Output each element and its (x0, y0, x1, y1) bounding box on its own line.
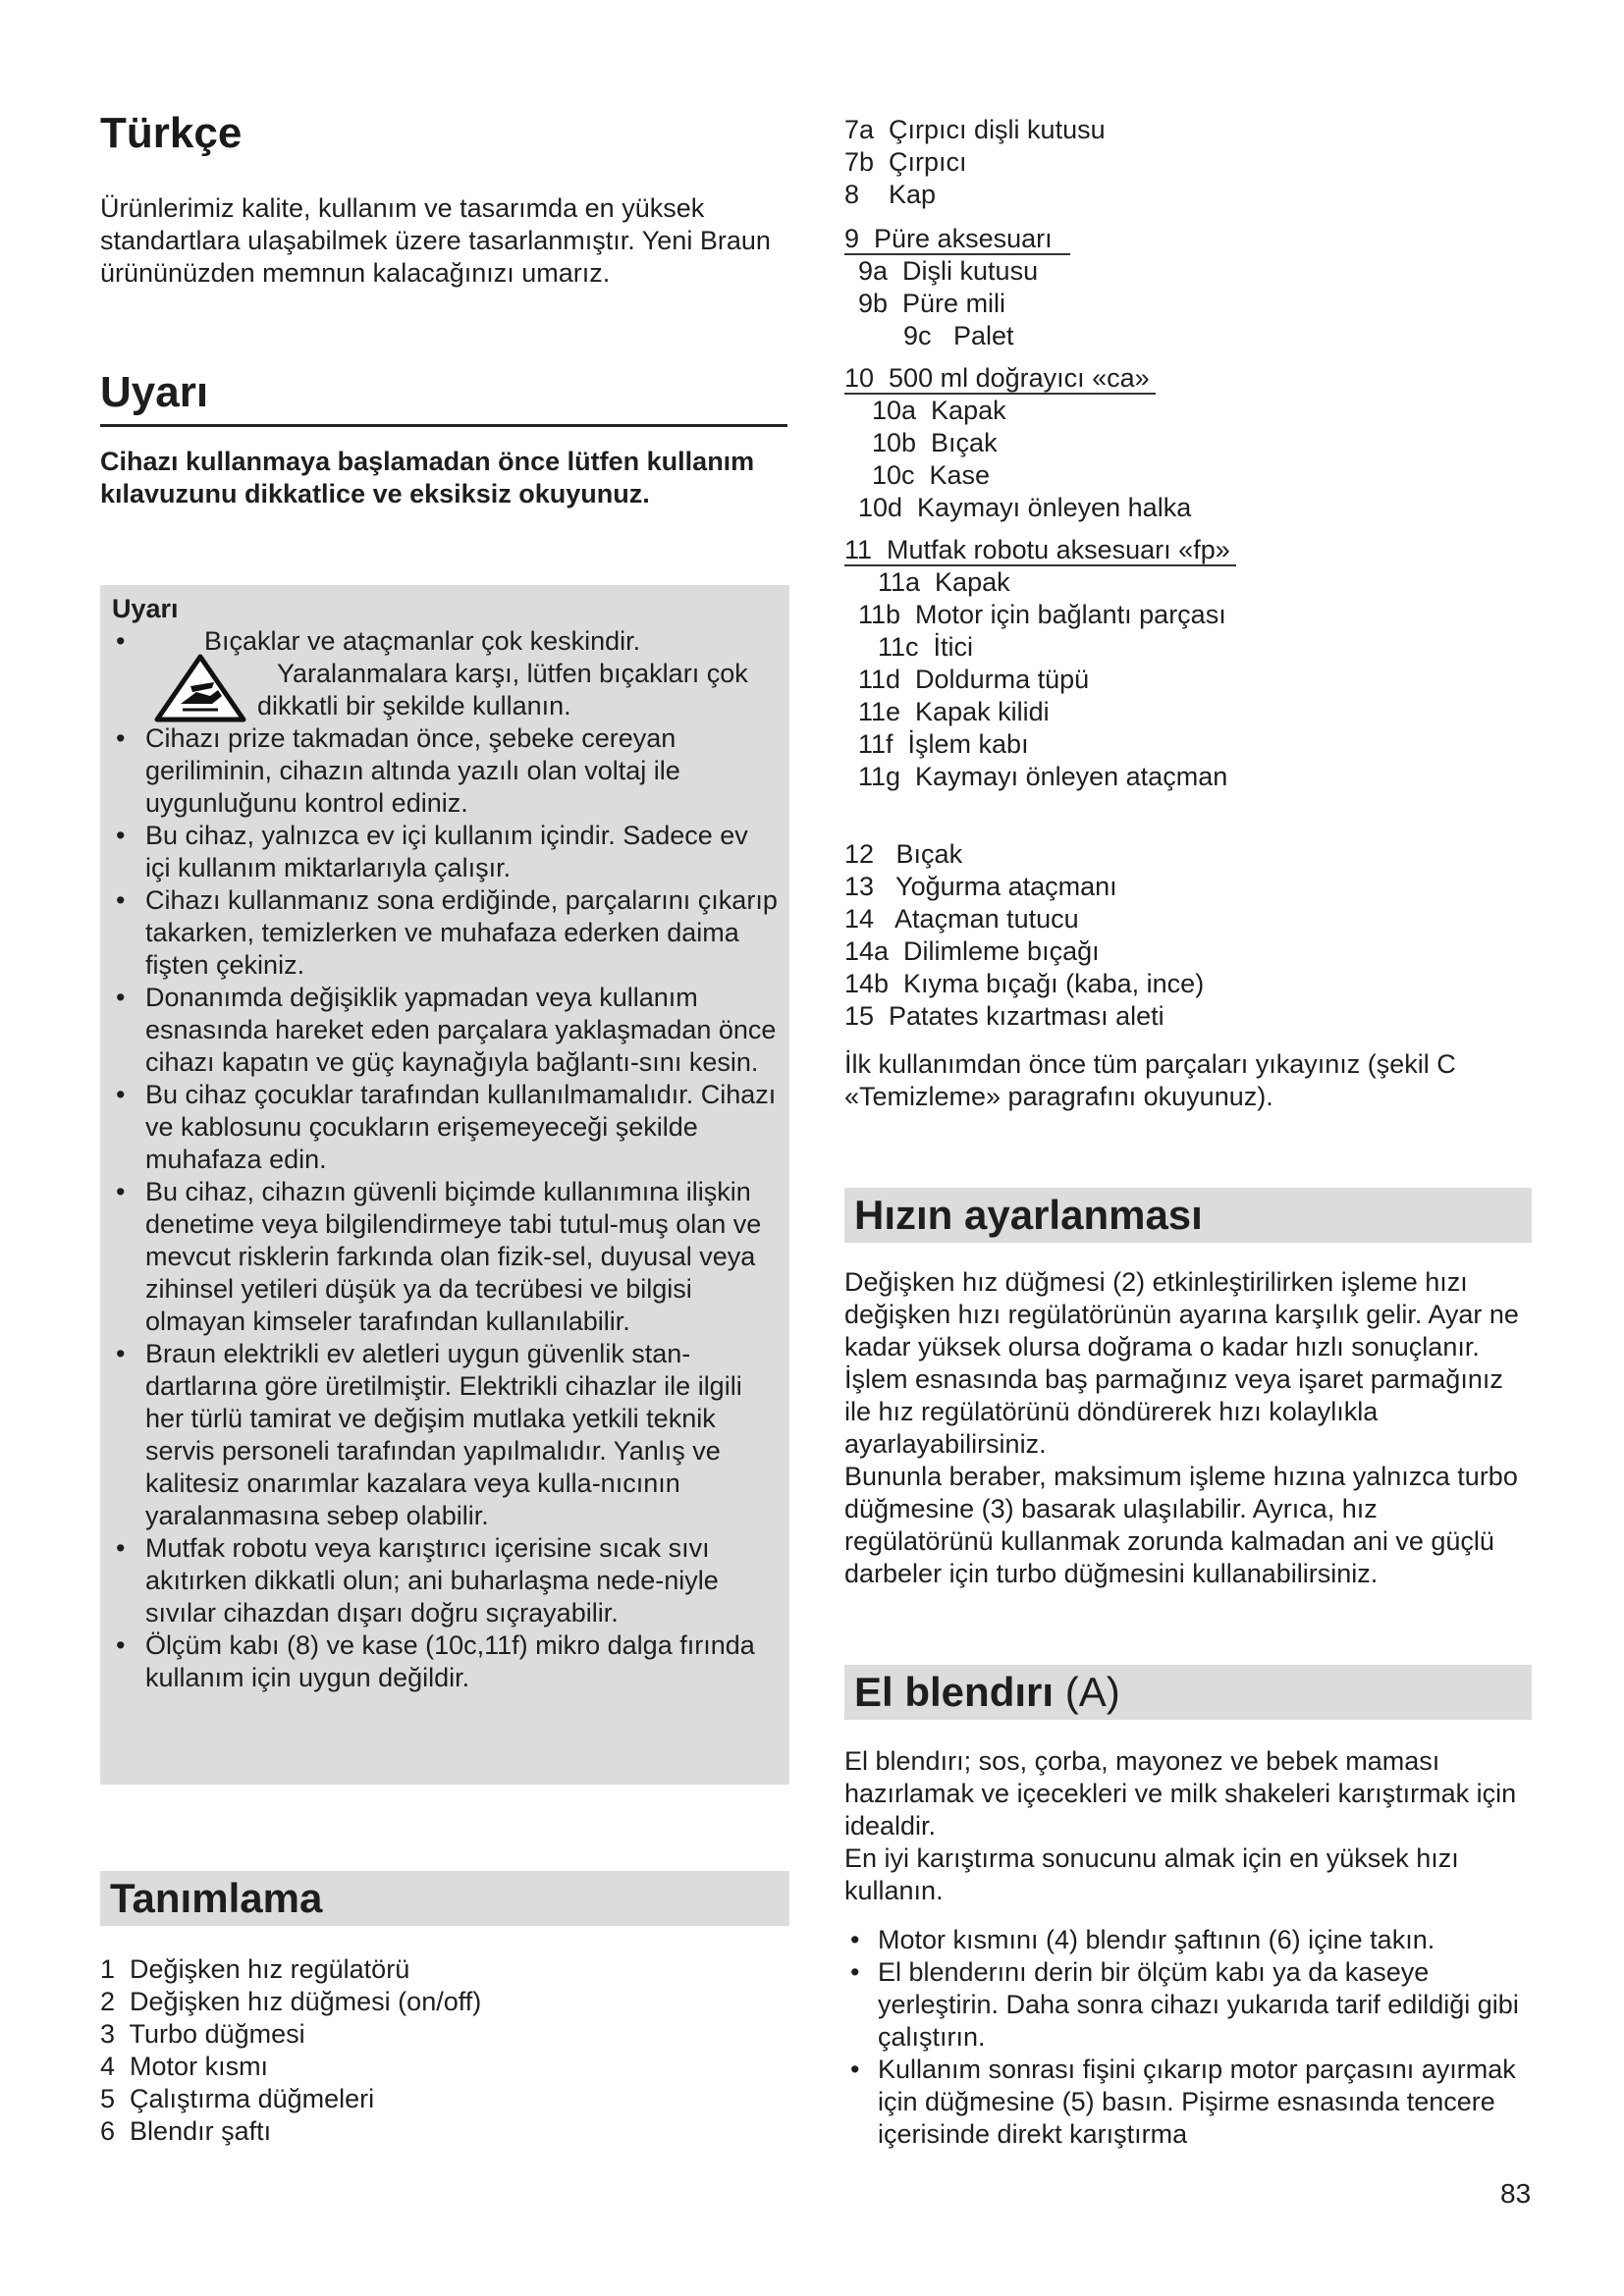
list-item: 9c Palet (903, 321, 1014, 350)
warning-item: • Donanımda değişiklik yapmadan veya kullanım esnasında hareket eden parçalara yaklaşmadan önce cihazı kapatın ve güç kaynağıyla bağlantı-sını kesin. (112, 982, 780, 1079)
warning-item: • Braun elektrikli ev aletleri uygun güvenlik stan-dartlarına göre üretilmiştir. Elektrikli cihazlar ile ilgili her türlü tamirat ve değişim mutlaka yetkili teknik servis personeli tarafından yapılmalıdır. Yanlış ve kalitesiz onarımlar kazalara veya kulla-nıcının yaralanmasına sebep olabilir. (112, 1338, 780, 1532)
list-item: 9 Püre aksesuarı (844, 223, 1532, 255)
list-item: 11f İşlem kabı (858, 729, 1029, 759)
list-item: 11e Kapak kilidi (858, 697, 1050, 726)
warning-heading: Uyarı (100, 365, 787, 427)
list-item: 14 Ataçman tutucu (844, 904, 1079, 934)
list-item: 7b Çırpıcı (844, 147, 967, 177)
hand-blender-list (844, 1924, 1532, 2151)
section-heading-tanimlama: Tanımlama (100, 1871, 789, 1926)
section-heading-speed: Hızın ayarlanması (844, 1188, 1532, 1243)
list-item: 3 Turbo düğmesi (100, 2019, 305, 2049)
list-item: 11b Motor için bağlantı parçası (858, 600, 1226, 629)
list-item: 6 Blendır şaftı (100, 2116, 272, 2146)
list-item: 1 Değişken hız regülatörü (100, 1954, 410, 1984)
warning-item-blades: • Bıçaklar ve ataçmanlar çok keskindir. Yaralanmalara karşı, lütfen bıçakları çok dikkatli bir şekilde kullanın. (112, 625, 780, 722)
warning-note: Cihazı kullanmaya başlamadan önce lütfen kullanım kılavuzunu dikkatlice ve eksiksiz okuyunuz. (100, 447, 755, 508)
bullet: • (116, 626, 126, 656)
list-item: 11c İtici (878, 632, 974, 662)
speed-paragraph: Değişken hız düğmesi (2) etkinleştirilirken işleme hızı değişken hızı regülatörünün ayarına karşılık gelir. Ayar ne kadar yüksek olursa doğrama o kadar hızlı sonuçlanır. İşlem esnasında baş parmağınız veya işaret parmağınız ile hız regülatörünü döndürerek hızı kolaylıkla ayarlayabilirsiniz. Bununla beraber, maksimum işleme hızına yalnızca turbo düğmesine (3) basarak ulaşılabilir. Ayrıca, hız regülatörünü kullanmak zorunda kalmadan ani ve güçlü darbeler için turbo düğmesini kullanabilirsiniz. (844, 1267, 1519, 1588)
list-item: 11 Mutfak robotu aksesuarı «fp» (844, 534, 1532, 566)
list-item: 8 Kap (844, 180, 937, 209)
warning-box (100, 585, 789, 1785)
section-heading-hand-blender: El blendırı (A) (844, 1665, 1532, 1720)
warning-item: • Mutfak robotu veya karıştırıcı içerisine sıcak sıvı akıtırken dikkatli olun; ani buharlaşma nede-niyle sıvılar cihazdan dışarı doğru sıçrayabilir. (112, 1532, 780, 1629)
list-item: 11d Doldurma tüpü (858, 665, 1090, 694)
list-item: 2 Değişken hız düğmesi (on/off) (100, 1987, 482, 2016)
list-item: • Motor kısmını (4) blendır şaftının (6) içine takın. (844, 1924, 1532, 1956)
list-item: 12 Bıçak (844, 839, 963, 869)
list-item: 14a Dilimleme bıçağı (844, 936, 1100, 966)
page-number: 83 (1500, 2178, 1532, 2209)
list-item: 10a Kapak (872, 396, 1006, 425)
list-item: 14b Kıyma bıçağı (kaba, ince) (844, 969, 1205, 998)
parts-list-2 (844, 838, 1532, 1033)
list-item: • El blenderını derin bir ölçüm kabı ya da kaseye yerleştirin. Daha sonra cihazı yukarıda tarif edildiği gibi çalıştırın. (844, 1956, 1532, 2054)
warning-item: • Ölçüm kabı (8) ve kase (10c,11f) mikro dalga fırında kullanım için uygun değildir. (112, 1629, 780, 1694)
warning-item: • Bu cihaz çocuklar tarafından kullanılmamalıdır. Cihazı ve kablosunu çocukların erişemeyeceği şekilde muhafaza edin. (112, 1079, 780, 1176)
list-item: 4 Motor kısmı (100, 2052, 269, 2081)
list-item: 10d Kaymayı önleyen halka (858, 493, 1192, 522)
list-item: 13 Yoğurma ataçmanı (844, 872, 1117, 901)
warning-item: • Bu cihaz, yalnızca ev içi kullanım içindir. Sadece ev içi kullanım miktarlarıyla çalışır. (112, 820, 780, 884)
list-item: 9a Dişli kutusu (858, 256, 1039, 286)
list-item: 9b Püre mili (858, 289, 1006, 318)
list-item: 10b Bıçak (872, 428, 998, 457)
list-item: 5 Çalıştırma düğmeleri (100, 2084, 375, 2113)
first-use-paragraph: İlk kullanımdan önce tüm parçaları yıkayınız (şekil C «Temizleme» paragrafını okuyunuz). (844, 1049, 1456, 1111)
description-list (100, 1953, 787, 2148)
list-item: 11g Kaymayı önleyen ataçman (858, 762, 1228, 791)
list-item: 10c Kase (872, 460, 991, 490)
list-item: • Kullanım sonrası fişini çıkarıp motor parçasını ayırmak için düğmesine (5) basın. Pişirme esnasında tencere içerisinde direkt karıştırma (844, 2054, 1532, 2151)
warning-item: • Cihazı kullanmanız sona erdiğinde, parçalarını çıkarıp takarken, temizlerken ve muhafaza ederken daima fişten çekiniz. (112, 884, 780, 982)
list-item: 10 500 ml doğrayıcı «ca» (844, 362, 1532, 395)
parts-list (844, 114, 1532, 793)
warning-item: • Bu cihaz, cihazın güvenli biçimde kullanımına ilişkin denetime veya bilgilendirmeye tabi tutul-muş olan ve mevcut risklerin farkında olan fizik-sel, duyusal veya zihinsel yetileri düşük ya da tecrübesi ve bilgisi olmayan kimseler tarafından kullanılabilir. (112, 1176, 780, 1338)
hand-blender-paragraph: El blendırı; sos, çorba, mayonez ve bebek maması hazırlamak ve içecekleri ve milk shakeleri karıştırmak için idealdir. En iyi karıştırma sonucunu almak için en yüksek hızı kullanın. (844, 1746, 1517, 1905)
warning-list (112, 722, 780, 1694)
list-item: 7a Çırpıcı dişli kutusu (844, 115, 1106, 144)
page-title: Türkçe (100, 109, 243, 157)
hand-cut-warning-icon (153, 653, 247, 723)
warning-item: • Cihazı prize takmadan önce, şebeke cereyan geriliminin, cihazın altında yazılı olan voltaj ile uygunluğunu kontrol ediniz. (112, 722, 780, 820)
list-item: 15 Patates kızartması aleti (844, 1001, 1164, 1031)
intro-paragraph: Ürünlerimiz kalite, kullanım ve tasarımda en yüksek standartlara ulaşabilmek üzere tasarlanmıştır. Yeni Braun ürününüzden memnun kalacağınızı umarız. (100, 193, 771, 288)
warning-box-title: Uyarı (112, 594, 179, 623)
list-item: 11a Kapak (878, 567, 1010, 597)
